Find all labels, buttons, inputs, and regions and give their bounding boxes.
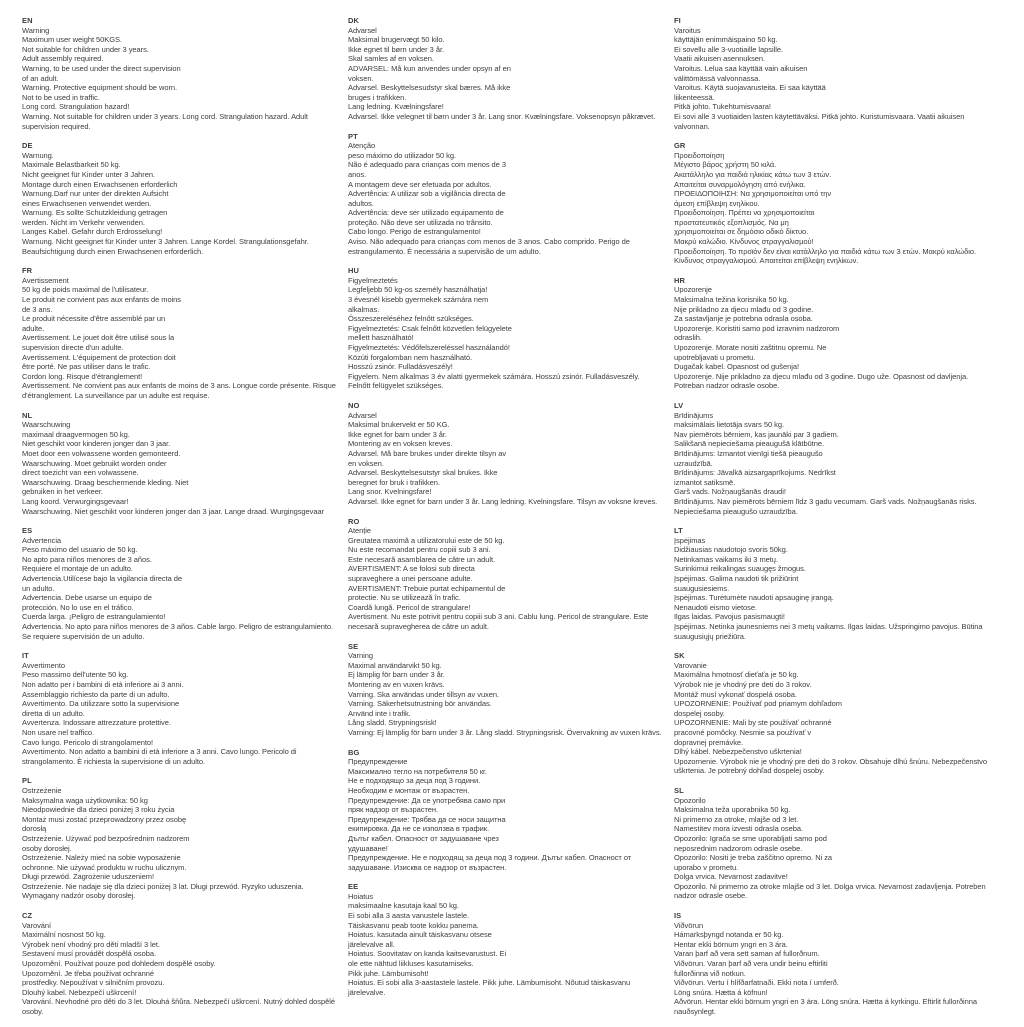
warning-line: Montering av en voksen kreves. bbox=[348, 439, 453, 449]
warning-line: Įspėjimas. Netinka jaunesniems nei 3 metų vaikams. Ilgas laidas. Užspringimo pavojus. Būtina suaugusiųjų priežiūra. bbox=[674, 622, 983, 641]
warning-line: Długi przewód. Zagrożenie uduszeniem! bbox=[22, 872, 154, 882]
language-section-bg bbox=[348, 748, 662, 873]
warning-line: supervision directe d'un adulte. bbox=[22, 343, 124, 352]
warning-line: werden. Nicht im Verkehr verwenden. bbox=[22, 217, 145, 227]
warning-line: diretta di un adulto. bbox=[22, 708, 85, 718]
warning-line: Varoitus. Lelua saa käyttää vain aikuisen bbox=[674, 63, 808, 73]
warning-line: eines Erwachsenen verwendet werden. bbox=[22, 198, 152, 208]
warning-line: Ακατάλληλο για παιδιά ηλικίας κάτω των 3 ετών. bbox=[674, 169, 832, 179]
language-section-is bbox=[674, 911, 988, 1017]
language-section-fr bbox=[22, 266, 336, 400]
warning-line: Figyelmeztetés: Csak felnőtt közvetlen felügyelete bbox=[348, 323, 512, 333]
warning-line: Salikšanā nepieciešama pieaugušā klātbūtne. bbox=[674, 439, 825, 449]
warning-line: Viðvörun. Vertu í hlífðarfatnaði. Ekki nota í umferð. bbox=[674, 978, 839, 988]
language-section-lt bbox=[674, 526, 988, 641]
warning-line: Brīdinājums. Nav piemērots bērniem līdz 3 gadu vecumam. Garš vads. Nožņaugšanās risks. Nepieciešama pieaugušo uzraudzība. bbox=[674, 496, 977, 516]
warning-line: ochronne. Nie używać produktu w ruchu ulicznym. bbox=[22, 862, 187, 872]
warning-line: protección. No lo use en el tráfico. bbox=[22, 602, 134, 612]
warning-line: Avvertimento. Non adatto a bambini di età inferiore a 3 anni. Cavo lungo. Pericolo di strangolamento. È richiesta la supervisione di un adulto. bbox=[22, 747, 297, 766]
warning-line: upotrebljavati u prometu. bbox=[674, 352, 756, 362]
warning-line: Advarsel. Må bare brukes under direkte tilsyn av bbox=[348, 448, 507, 458]
language-code-label: NL bbox=[22, 410, 33, 420]
warning-line: Maximal användarvikt 50 kg. bbox=[348, 660, 442, 670]
warning-line: Dugačak kabel. Opasnost od gušenja! bbox=[674, 362, 799, 372]
warning-line: Warning, to be used under the direct supervision bbox=[22, 63, 181, 73]
warning-line: Greutatea maximă a utilizatorului este de 50 kg. bbox=[348, 535, 505, 545]
warning-line: пряк надзор от възрастен. bbox=[348, 805, 439, 815]
warning-line: prostředky. Nepoužívat v silničním provozu. bbox=[22, 978, 165, 988]
warning-line: Dlouhý kabel. Nebezpečí uškrcení! bbox=[22, 987, 137, 997]
warning-line: Varoitus. Käytä suojavarusteita. Ei saa käyttää bbox=[674, 83, 826, 93]
warning-line: Advarsel. Beskyttelsesudstyr skal bæres. Må ikke bbox=[348, 83, 511, 93]
warning-line: Nicht geeignet für Kinder unter 3 Jahren. bbox=[22, 169, 156, 179]
warning-line: Upozorenje. Nije prikladno za djecu mlađu od 3 godine. Dugo uže. Opasnost od davljenja. Potreban nadzor odrasle osobe. bbox=[674, 371, 969, 391]
warning-line: pracovné pomôcky. Nesmie sa používať v bbox=[674, 727, 812, 737]
warning-line: Įspėjimas. Turėtumėte naudoti apsauginę įrangą. bbox=[674, 593, 834, 603]
language-code-label: SE bbox=[348, 641, 359, 651]
warning-line: Įspėjimas bbox=[674, 535, 706, 545]
warning-line: Advertência: deve ser utilizado equipamento de bbox=[348, 208, 504, 218]
warning-line: Figyelem. Nem alkalmas 3 év alatti gyermekek számára. Hosszú zsinór. Fulladásveszély. Felnőtt felügyelet szükséges. bbox=[348, 371, 640, 391]
warning-line: Warnung. Nicht geeignet für Kinder unter 3 Jahren. Lange Kordel. Strangulationsgefahr. Beaufsichtigung durch einen Erwachsenen erforderlich. bbox=[22, 237, 309, 256]
warning-line: de 3 ans. bbox=[22, 304, 53, 314]
warning-line: Hoiatus. Ei sobi alla 3-aastastele lastele. Pikk juhe. Lämbumisoht. Nõutud täiskasvanu järelevalve. bbox=[348, 978, 631, 997]
language-code-label: IT bbox=[22, 651, 29, 661]
warning-line: Netinkamas vaikams iki 3 metų. bbox=[674, 554, 778, 564]
warning-line: Opozorilo. Ni primerno za otroke mlajše od 3 let. Dolga vrvica. Nevarnost zadavljenja. Potreben nadzor odrasle osebe. bbox=[674, 881, 986, 901]
language-section-hr bbox=[674, 276, 988, 391]
language-code-label: FR bbox=[22, 266, 33, 276]
warning-line: izmantot satiksmē. bbox=[674, 477, 736, 487]
warning-line: Közúti forgalomban nem használható. bbox=[348, 352, 473, 362]
warning-line: Niet geschikt voor kinderen jonger dan 3 jaar. bbox=[22, 439, 171, 449]
language-section-sl bbox=[674, 786, 988, 901]
language-section-en bbox=[22, 16, 336, 131]
column-2 bbox=[348, 16, 674, 1007]
warning-line: Lang snor. Kvelningsfare! bbox=[348, 487, 432, 497]
warning-line: suaugusiesiems. bbox=[674, 583, 730, 593]
warning-line: AVERTISMENT: Trebuie purtat echipamentul de bbox=[348, 583, 506, 593]
language-code-label: BG bbox=[348, 747, 360, 757]
language-section-de bbox=[22, 141, 336, 256]
warning-line: dopravnej premávke. bbox=[674, 737, 744, 747]
warning-line: dorosłą bbox=[22, 824, 47, 834]
warning-line: Nav piemērots bērniem, kas jaunāki par 3 gadiem. bbox=[674, 429, 839, 439]
warning-line: maximaal draagvermogen 50 kg. bbox=[22, 429, 130, 439]
warning-line: maksimaalne kasutaja kaal 50 kg. bbox=[348, 901, 459, 911]
warning-line: Максимално тегло на потребителя 50 кг. bbox=[348, 766, 487, 776]
warning-line: Cavo lungo. Pericolo di strangolamento! bbox=[22, 737, 154, 747]
warning-line: Varning bbox=[348, 651, 373, 661]
warning-line: välittömässä valvonnassa. bbox=[674, 73, 761, 83]
warning-line: Aðvörun. Hentar ekki börnum yngri en 3 ára. Löng snúra. Hætta á kyrkingu. Eftirlit fullorðinna nauðsynlegt. bbox=[674, 997, 977, 1016]
warning-line: Dlhý kábel. Nebezpečenstvo uškrtenia! bbox=[674, 747, 802, 757]
warning-line: Výrobek není vhodný pro děti mladší 3 let. bbox=[22, 939, 160, 949]
warning-line: Ej lämplig för barn under 3 år. bbox=[348, 670, 445, 680]
warning-line: Varning. Ska användas under tillsyn av vuxen. bbox=[348, 689, 500, 699]
warning-line: No apto para niños menores de 3 años. bbox=[22, 554, 152, 564]
warning-line: Warnung. bbox=[22, 150, 54, 160]
warning-line: AVERTISMENT: A se folosi sub directa bbox=[348, 564, 475, 574]
language-code-label: LT bbox=[674, 526, 683, 536]
warning-line: Requiere el montaje de un adulto. bbox=[22, 564, 133, 574]
warning-line: Upozorenje. Morate nositi zaštitnu opremu. Ne bbox=[674, 343, 827, 352]
warning-line: Advarsel. Beskyttelsesutstyr skal brukes. Ikke bbox=[348, 468, 498, 478]
warning-line: Advarsel bbox=[348, 410, 377, 420]
language-code-label: FI bbox=[674, 16, 681, 25]
warning-line: Täiskasvanu peab toote kokku panema. bbox=[348, 920, 479, 930]
warning-line: άμεση επίβλεψη ενηλίκου. bbox=[674, 198, 760, 208]
warning-line: un adulto. bbox=[22, 583, 55, 593]
language-section-it bbox=[22, 651, 336, 766]
language-code-label: EE bbox=[348, 882, 359, 892]
warning-line: Brīdinājums bbox=[674, 410, 714, 420]
warning-line: Maximale Belastbarkeit 50 kg. bbox=[22, 160, 121, 170]
warning-line: Upozornenie. Výrobok nie je vhodný pre deti do 3 rokov. Obsahuje dlhú šnúru. Nebezpečenstvo uškrtenia. Je potrebný dohľad dospelej osoby. bbox=[674, 756, 988, 776]
language-code-label: RO bbox=[348, 516, 360, 526]
warning-line: Opozorilo: Nositi je treba zaščitno opremo. Ni za bbox=[674, 853, 833, 863]
warning-line: Ilgas laidas. Pavojus pasismaugti! bbox=[674, 612, 785, 622]
warning-line: Не е подходящо за деца под 3 години. bbox=[348, 776, 481, 786]
warning-line: προστατευτικός εξοπλισμός. Να μη bbox=[674, 217, 789, 227]
warning-line: Langes Kabel. Gefahr durch Erdrosselung! bbox=[22, 227, 163, 237]
warning-line: Non usare nel traffico. bbox=[22, 727, 95, 737]
language-code-label: HR bbox=[674, 275, 686, 285]
warning-line: Avvertenza. Indossare attrezzature protettive. bbox=[22, 718, 171, 728]
warning-line: Ei sovellu alle 3-vuotiaille lapsille. bbox=[674, 44, 783, 54]
warning-line: Προειδοποίηση bbox=[674, 150, 725, 160]
warning-line: ΠΡΟΕΙΔΟΠΟΙΗΣΗ: Να χρησιμοποιείται υπό την bbox=[674, 189, 832, 199]
warning-line: Sestavení musí provádět dospělá osoba. bbox=[22, 949, 157, 959]
warning-line: Aviso. Não adequado para crianças com menos de 3 anos. Cabo comprido. Perigo de estrangulamento. É necessária a supervisão de um adulto. bbox=[348, 237, 630, 256]
warning-line: Pikk juhe. Lämbumisoht! bbox=[348, 968, 429, 978]
warning-line: direct toezicht van een volwassene. bbox=[22, 468, 139, 478]
warning-line: Lang ledning. Kvælningsfare! bbox=[348, 102, 444, 112]
warning-line: Maximum user weight 50KGS. bbox=[22, 35, 122, 45]
warning-line: käyttäjän enimmäispaino 50 kg. bbox=[674, 35, 778, 45]
warning-line: supraveghere a unei persoane adulte. bbox=[348, 574, 473, 584]
language-section-es bbox=[22, 526, 336, 641]
language-section-ro bbox=[348, 517, 662, 632]
warning-line: Cuerda larga. ¡Peligro de estrangulamiento! bbox=[22, 612, 166, 622]
warning-line: Varování bbox=[22, 920, 52, 930]
warning-line: Varovanie bbox=[674, 660, 707, 670]
warning-line: Maximální nosnost 50 kg. bbox=[22, 930, 106, 940]
warning-line: Varning: Ej lämplig för barn under 3 år. Lång sladd. Strypningsrisk. Övervakning av vuxen krävs. bbox=[348, 727, 662, 737]
warning-line: Warnung. Es sollte Schutzkleidung getragen bbox=[22, 208, 168, 218]
warning-line: Advarsel. Ikke velegnet til børn under 3 år. Lang snor. Kvælningsfare. Voksenopsyn påkrævet. bbox=[348, 111, 656, 121]
language-section-ee bbox=[348, 882, 662, 997]
warning-line: Lång sladd. Strypningsrisk! bbox=[348, 718, 437, 728]
warning-line: Advarsel. Ikke egnet for barn under 3 år. Lang ledning. Kvelningsfare. Tilsyn av voksne kreves. bbox=[348, 496, 658, 506]
warning-line: voksen. bbox=[348, 73, 374, 83]
warning-line: Advertencia. No apto para niños menores de 3 años. Cable largo. Peligro de estrangulamiento. Se requiere supervisión de un adulto. bbox=[22, 622, 334, 641]
warning-line: Montáž musí vykonať dospelá osoba. bbox=[674, 689, 797, 699]
warning-line: Összeszereléséhez felnőtt szükséges. bbox=[348, 314, 474, 324]
warning-line: Assemblaggio richiesto da parte di un adulto. bbox=[22, 689, 170, 699]
warning-line: uzraudzībā. bbox=[674, 458, 713, 468]
language-section-cz bbox=[22, 911, 336, 1017]
warning-line: Advarsel bbox=[348, 25, 377, 35]
column-1 bbox=[22, 16, 348, 1027]
warning-line: anos. bbox=[348, 169, 367, 179]
language-section-hu bbox=[348, 266, 662, 391]
warning-line: Montaż musi zostać przeprowadzony przez osobę bbox=[22, 814, 187, 824]
warning-line: χρησιμοποιείται σε δημόσιο οδικό δίκτυο. bbox=[674, 227, 809, 237]
warning-line: Ostrzeżenie bbox=[22, 785, 62, 795]
warning-line: proteção. Não deve ser utilizada no trânsito. bbox=[348, 217, 493, 227]
warning-line: Advertência: A utilizar sob a vigilância directa de bbox=[348, 189, 506, 199]
warning-line: 50 kg de poids maximal de l'utilisateur. bbox=[22, 285, 149, 295]
warning-line: Μέγιστο βάρος χρήστη 50 κιλά. bbox=[674, 160, 777, 170]
warning-line: екипировка. Да не се използва в трафик. bbox=[348, 824, 490, 834]
warning-line: Upozorenje bbox=[674, 285, 712, 295]
warning-line: Ikke egnet for barn under 3 år. bbox=[348, 429, 447, 439]
warning-line: Warning. Protective equipment should be worn. bbox=[22, 83, 178, 93]
warning-line: Warnung.Darf nur unter der direkten Aufsicht bbox=[22, 189, 169, 199]
warning-line: Maximálna hmotnosť dieťaťa je 50 kg. bbox=[674, 670, 799, 680]
warning-line: Hoiatus. kasutada ainult täiskasvanu otsese bbox=[348, 930, 492, 940]
warning-line: Za sastavljanje je potrebna odrasla osoba. bbox=[674, 314, 813, 324]
warning-line: Nu este recomandat pentru copiii sub 3 ani. bbox=[348, 545, 491, 555]
warning-line: Hoiatus bbox=[348, 891, 374, 901]
warning-line: Avertissement. Ne convient pas aux enfants de moins de 3 ans. Longue corde présente. Risque d'étranglement. La surveillance par un adulte est requise. bbox=[22, 381, 336, 400]
warning-line: Nije prikladno za djecu mlađu od 3 godine. bbox=[674, 304, 814, 314]
language-code-label: SL bbox=[674, 785, 684, 795]
warning-line: Opozorilo bbox=[674, 795, 706, 805]
warning-line: Avvertimento bbox=[22, 660, 66, 670]
language-code-label: NO bbox=[348, 400, 360, 410]
warning-line: Ikke egnet til børn under 3 år. bbox=[348, 44, 445, 54]
language-section-no bbox=[348, 401, 662, 507]
warning-line: A montagem deve ser efetuada por adultos. bbox=[348, 179, 492, 189]
warning-line: Необходим е монтаж от възрастен. bbox=[348, 785, 470, 795]
language-section-dk bbox=[348, 16, 662, 122]
warning-line: Nenaudoti eismo vietose. bbox=[674, 602, 758, 612]
language-code-label: CZ bbox=[22, 911, 33, 921]
warning-line: neposrednim nadzorom odrasle osebe. bbox=[674, 843, 803, 853]
warning-line: Nieodpowiednie dla dzieci poniżej 3 roku życia bbox=[22, 805, 175, 815]
warning-line: Advertencia bbox=[22, 535, 62, 545]
warning-line: Avertissement. L'équipement de protection doit bbox=[22, 352, 176, 362]
warning-line: Varning. Säkerhetsutrustning bör användas. bbox=[348, 699, 492, 709]
warning-line: of an adult. bbox=[22, 73, 59, 83]
warning-line: ole ette nähtud liikluses kasutamiseks. bbox=[348, 959, 474, 969]
warning-line: Waarschuwing. Draag beschermende kleding. Niet bbox=[22, 477, 189, 487]
warning-line: adultos. bbox=[348, 198, 374, 208]
warning-line: Výrobok nie je vhodný pre deti do 3 rokov. bbox=[674, 680, 812, 689]
warning-line: Προειδοποίηση. Πρέπει να χρησιμοποιείται bbox=[674, 208, 815, 218]
warning-line: adulte. bbox=[22, 323, 45, 333]
language-section-se bbox=[348, 642, 662, 738]
warning-line: Peso máximo del usuario de 50 kg. bbox=[22, 545, 138, 555]
warning-line: maksimālais lietotāja svars 50 kg. bbox=[674, 420, 785, 430]
warning-line: Μακρύ καλώδιο. Κίνδυνος στραγγαλισμού! bbox=[674, 237, 814, 247]
warning-line: Löng snúra. Hætta á köfnun! bbox=[674, 987, 768, 997]
language-section-pl bbox=[22, 776, 336, 901]
column-3 bbox=[674, 16, 1000, 1027]
warning-line: Lang koord. Verwurgingsgevaar! bbox=[22, 496, 129, 506]
warning-line: Pitkä johto. Tukehtumisvaara! bbox=[674, 102, 771, 112]
warning-line: Namestitev mora izvesti odrasla oseba. bbox=[674, 824, 803, 834]
warning-line: Предупреждение: Да се употребява само при bbox=[348, 795, 506, 805]
warning-line: Предупреждение bbox=[348, 757, 408, 767]
language-code-label: DK bbox=[348, 16, 360, 25]
warning-line: uporabo v prometu. bbox=[674, 862, 739, 872]
warning-line: peso máximo do utilizador 50 kg. bbox=[348, 150, 457, 160]
warning-line: Waarschuwing. Niet geschikt voor kinderen jonger dan 3 jaar. Lange draad. Wurgingsgevaar bbox=[22, 506, 325, 516]
warning-line: удушаване! bbox=[348, 843, 388, 853]
warning-line: Este necesară asamblarea de către un adult. bbox=[348, 554, 496, 564]
warning-line: alkalmas. bbox=[348, 304, 380, 314]
language-section-lv bbox=[674, 401, 988, 516]
warning-line: Le produit nécessite d'être assemblé par un bbox=[22, 314, 166, 324]
warning-line: Waarschuwing. Moet gebruikt worden onder bbox=[22, 458, 167, 468]
warning-line: Дълъг кабел. Опасност от задушаване чрез bbox=[348, 833, 499, 843]
warning-line: Ei sovi alle 3 vuotiaiden lasten käytettäväksi. Pitkä johto. Kuristumisvaara. Vaatii aikuisen valvonnan. bbox=[674, 111, 965, 131]
language-section-gr bbox=[674, 141, 988, 266]
language-code-label: HU bbox=[348, 266, 360, 276]
warning-line: Montering av en vuxen krävs. bbox=[348, 680, 445, 689]
warning-line: Απαιτείται συναρμολόγηση από ενήλικα. bbox=[674, 179, 806, 189]
language-code-label: EN bbox=[22, 16, 33, 25]
warning-line: être porté. Ne pas utiliser dans le trafic. bbox=[22, 362, 151, 372]
language-section-pt bbox=[348, 132, 662, 257]
warning-line: ADVARSEL: Må kun anvendes under opsyn af en bbox=[348, 63, 511, 73]
warning-line: Warning bbox=[22, 25, 50, 35]
warning-line: Ostrzeżenie. Nie nadaje się dla dzieci poniżej 3 lat. Długi przewód. Ryzyko uduszenia. Wymagany nadzór osoby dorosłej. bbox=[22, 881, 304, 901]
warning-line: Brīdinājums: Jāvalkā aizsargaprīkojums. Nedrīkst bbox=[674, 468, 836, 478]
warning-line: 3 évesnél kisebb gyermekek számára nem bbox=[348, 295, 489, 305]
warning-line: Não é adequado para crianças com menos de 3 bbox=[348, 160, 506, 170]
warning-line: Varoitus bbox=[674, 25, 701, 35]
warning-line: Предупреждение: Трябва да се носи защитна bbox=[348, 814, 506, 824]
warning-line: Använd inte i trafik. bbox=[348, 708, 411, 718]
warning-line: Varování. Nevhodné pro děti do 3 let. Dlouhá šňůra. Nebezpečí uškrcení. Nutný dohled dospělé osoby. bbox=[22, 997, 335, 1016]
warning-line: Maksymalna waga użytkownika: 50 kg bbox=[22, 795, 148, 805]
language-code-label: PL bbox=[22, 776, 32, 786]
language-code-label: DE bbox=[22, 141, 33, 151]
warning-line: Cabo longo. Perigo de estrangulamento! bbox=[348, 227, 481, 237]
language-section-fi bbox=[674, 16, 988, 131]
warning-line: Warning. Not suitable for children under 3 years. Long cord. Strangulation hazard. Adult supervision required. bbox=[22, 111, 308, 131]
warning-line: Προειδοποίηση. Το προϊόν δεν είναι κατάλληλο για παιδιά κάτω των 3 ετών. Μακρύ καλώδιο. Κίνδυνος στραγγαλισμού. Απαιτείται επίβλεψη ενηλίκων. bbox=[674, 246, 977, 266]
warning-line: Viðvörun bbox=[674, 920, 704, 930]
language-code-label: ES bbox=[22, 526, 33, 536]
warning-line: Maksimal brugervægt 50 kilo. bbox=[348, 35, 445, 45]
warning-line: Avvertimento. Da utilizzare sotto la supervisione bbox=[22, 699, 180, 709]
warning-line: Upozornění. Používat pouze pod dohledem dospělé osoby. bbox=[22, 959, 216, 969]
warning-line: dospelej osoby. bbox=[674, 708, 725, 718]
language-code-label: IS bbox=[674, 911, 682, 921]
warning-line: odraslih. bbox=[674, 333, 702, 343]
warning-line: Moet door een volwassene worden gemonteerd. bbox=[22, 448, 181, 458]
warning-line: fullorðinna við notkun. bbox=[674, 968, 746, 978]
warning-line: Hámarksþyngd notanda er 50 kg. bbox=[674, 930, 784, 940]
warning-line: Upozorenje. Koristiti samo pod izravnim nadzorom bbox=[674, 323, 840, 333]
warning-line: Opozorilo: Igrača se sme uporabljati samo pod bbox=[674, 833, 827, 843]
warning-line: beregnet for bruk i trafikken. bbox=[348, 477, 440, 487]
warning-line: Not suitable for children under 3 years. bbox=[22, 44, 149, 54]
warning-line: Legfeljebb 50 kg-os személy használhatja! bbox=[348, 285, 488, 295]
warning-line: Maksimalna težina korisnika 50 kg. bbox=[674, 295, 789, 305]
warning-line: Предупреждение. Не е подходящ за деца под 3 години. Дълъг кабел. Опасност от задушаване. Изисква се надзор от възрастен. bbox=[348, 853, 632, 872]
warning-line: Brīdinājums: Izmantot vienīgi tiešā pieaugušo bbox=[674, 448, 823, 458]
warning-line: Hosszú zsinór. Fulladásveszély! bbox=[348, 362, 453, 372]
warning-line: Varan þarf að vera sett saman af fullorðnum. bbox=[674, 949, 820, 959]
warning-line: Avertisment. Nu este potrivit pentru copiii sub 3 ani. Cablu lung. Pericol de strangulare. Este necesară supravegherea de către un adult. bbox=[348, 612, 649, 632]
warning-line: Dolga vrvica. Nevarnost zadavitve! bbox=[674, 872, 788, 882]
warning-line: Adult assembly required. bbox=[22, 54, 104, 64]
language-code-label: SK bbox=[674, 651, 685, 661]
warning-line: Advertencia. Debe usarse un equipo de bbox=[22, 593, 152, 603]
warning-line: Maksimal brukervekt er 50 KG. bbox=[348, 420, 450, 430]
warning-line: Long cord. Strangulation hazard! bbox=[22, 102, 130, 112]
warning-line: Avertissement. Le jouet doit être utilisé sous la bbox=[22, 333, 175, 343]
warning-line: UPOZORNENIE: Používať pod priamym dohľadom bbox=[674, 699, 842, 709]
warning-line: liikenteessä. bbox=[674, 92, 715, 102]
warning-line: Skal samles af en voksen. bbox=[348, 54, 434, 64]
warning-line: Not to be used in traffic. bbox=[22, 92, 100, 102]
warning-line: Cordon long. Risque d'étranglement! bbox=[22, 371, 143, 381]
warning-line: Viðvörun. Varan þarf að vera undir beinu eftirliti bbox=[674, 959, 828, 969]
warning-line: mellett használható! bbox=[348, 333, 414, 343]
warning-line: en voksen. bbox=[348, 458, 384, 468]
warning-line: Garš vads. Nožņaugšanās draudi! bbox=[674, 487, 786, 497]
warning-line: Maksimalna teža uporabnika 50 kg. bbox=[674, 805, 791, 815]
warning-line: Peso massimo dell'utente 50 kg. bbox=[22, 670, 129, 680]
warning-line: Įspėjimas. Galima naudoti tik prižiūrint bbox=[674, 574, 799, 584]
warning-line: Hoiatus. Soovitatav on kanda kaitsevarustust. Ei bbox=[348, 949, 507, 959]
warning-line: Upozornění. Je třeba používat ochranné bbox=[22, 968, 154, 978]
warning-line: Advertencia.Utilícese bajo la vigilancia directa de bbox=[22, 574, 183, 584]
warning-line: Surinkimui reikalingas suaugęs žmogus. bbox=[674, 564, 806, 574]
warning-line: Ostrzeżenie. Należy mieć na sobie wyposażenie bbox=[22, 853, 181, 863]
language-code-label: GR bbox=[674, 141, 686, 151]
warning-line: järelevalve all. bbox=[348, 939, 395, 949]
warning-line: Montage durch einen Erwachsenen erforderlich bbox=[22, 179, 178, 189]
warning-line: Hentar ekki börnum yngri en 3 ára. bbox=[674, 939, 788, 949]
warning-line: protectie. Nu se utilizează în trafic. bbox=[348, 593, 461, 603]
warning-line: Le produit ne convient pas aux enfants de moins bbox=[22, 295, 182, 305]
language-section-nl bbox=[22, 411, 336, 517]
warning-line: Non adatto per i bambini di età inferiore ai 3 anni. bbox=[22, 680, 184, 689]
warning-line: Figyelmeztetés: Védőfelszereléssel használandó! bbox=[348, 343, 510, 352]
warning-line: Ni primerno za otroke, mlajše od 3 let. bbox=[674, 814, 799, 824]
warning-line: Figyelmeztetés bbox=[348, 275, 398, 285]
warning-line: osoby dorosłej. bbox=[22, 843, 72, 853]
warning-line: Waarschuwing bbox=[22, 420, 71, 430]
warning-line: Vaatii aikuisen asennuksen. bbox=[674, 54, 766, 64]
warning-line: Ostrzeżenie. Używać pod bezpośrednim nadzorem bbox=[22, 833, 190, 843]
language-code-label: LV bbox=[674, 400, 684, 410]
warning-line: Ei sobi alla 3 aasta vanustele lastele. bbox=[348, 911, 470, 921]
warning-line: gebruiken in het verkeer. bbox=[22, 487, 103, 497]
warning-line: UPOZORNENIE: Mali by ste používať ochranné bbox=[674, 718, 832, 728]
warning-line: Avertissement bbox=[22, 275, 69, 285]
warning-line: Atenție bbox=[348, 526, 371, 536]
warning-line: Didžiausias naudotojo svoris 50kg. bbox=[674, 545, 788, 555]
warning-line: Coardă lungă. Pericol de strangulare! bbox=[348, 602, 471, 612]
language-code-label: PT bbox=[348, 131, 358, 141]
language-section-sk bbox=[674, 651, 988, 776]
warning-line: bruges i trafikken. bbox=[348, 92, 407, 102]
warning-line: Atenção bbox=[348, 141, 376, 151]
